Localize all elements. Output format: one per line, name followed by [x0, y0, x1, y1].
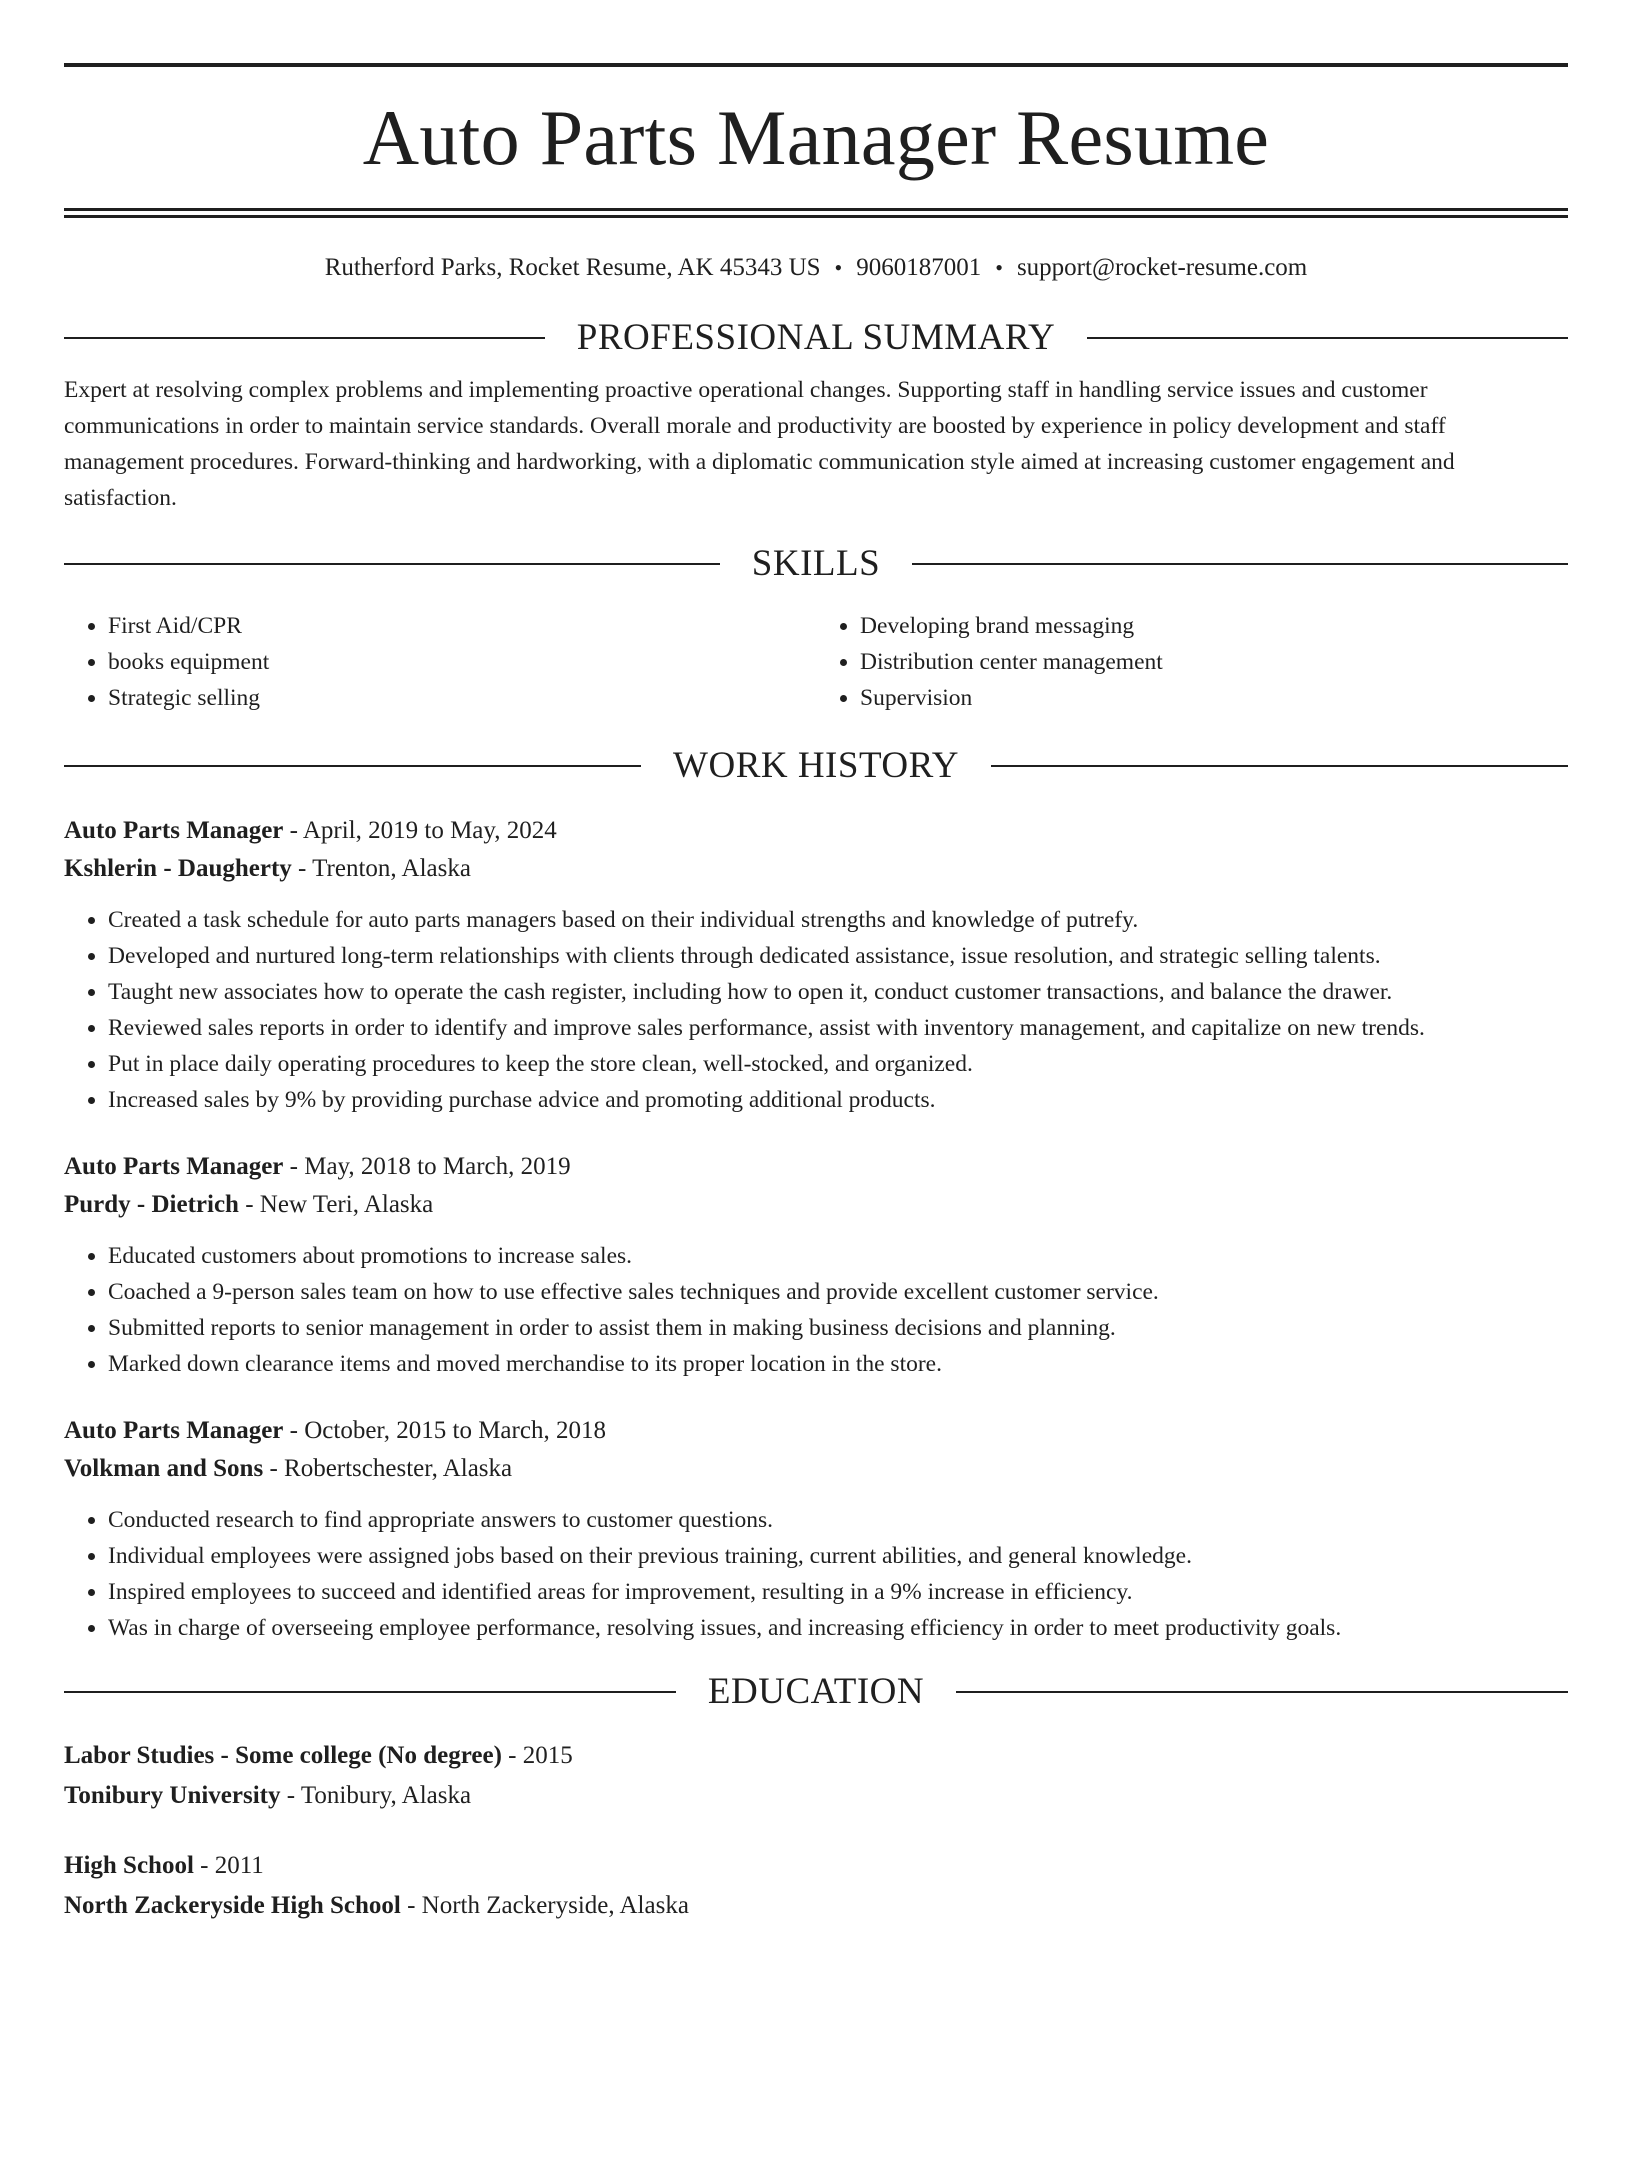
job-bullet: • Educated customers about promotions to increase sales. — [108, 1238, 1568, 1274]
job-bullet: • Increased sales by 9% by providing purchase advice and promoting additional products. — [108, 1082, 1568, 1118]
section-rule-left — [64, 563, 720, 565]
education-entry — [64, 1736, 1568, 1816]
education-degree-line — [64, 1736, 1568, 1776]
contact-address: Rutherford Parks, Rocket Resume, AK 45343 US — [324, 254, 821, 281]
skills-column-left — [64, 608, 816, 716]
dash: - — [291, 855, 313, 882]
title-double-rule — [64, 208, 1568, 218]
resume-page — [0, 63, 1632, 2175]
job-dates: April, 2019 to May, 2024 — [302, 817, 557, 844]
section-rule-left — [64, 1691, 676, 1693]
job-bullet: • Reviewed sales reports in order to identify and improve sales performance, assist with inventory management, and capitalize on new trends. — [108, 1010, 1568, 1046]
education-list — [64, 1736, 1568, 1926]
job-location: Robertschester, Alaska — [284, 1455, 513, 1482]
job-company: Volkman and Sons — [64, 1455, 264, 1482]
education-year: 2015 — [522, 1742, 573, 1769]
job-bullet: • Created a task schedule for auto parts managers based on their individual strengths and knowledge of putrefy. — [108, 902, 1568, 938]
job-bullet: • Put in place daily operating procedures to keep the store clean, well-stocked, and organized. — [108, 1046, 1568, 1082]
job-title-line — [64, 1412, 1568, 1450]
job-company: Kshlerin - Daugherty — [64, 855, 292, 882]
job-dates: May, 2018 to March, 2019 — [304, 1153, 571, 1180]
section-header-work — [64, 742, 1568, 790]
education-degree: High School — [64, 1852, 194, 1879]
job-company: Purdy - Dietrich — [64, 1191, 239, 1218]
skill-item: • Developing brand messaging — [860, 608, 1568, 644]
contact-line — [64, 252, 1568, 284]
dash: - — [280, 1782, 301, 1809]
skills-list — [64, 608, 1568, 716]
job-bullets — [64, 1502, 1568, 1646]
job-entry — [64, 812, 1568, 1118]
dash: - — [238, 1191, 260, 1218]
job-company-line — [64, 1186, 1568, 1224]
section-rule-right — [991, 765, 1568, 767]
page-title: Auto Parts Manager Resume — [362, 94, 1270, 181]
job-bullets — [64, 902, 1568, 1118]
job-bullet: • Submitted reports to senior management in order to assist them in making business decisions and planning. — [108, 1310, 1568, 1346]
section-header-summary — [64, 314, 1568, 362]
dash: - — [283, 817, 303, 844]
section-rule-right — [956, 1691, 1568, 1693]
dash: - — [400, 1892, 422, 1919]
section-rule-right — [1087, 337, 1568, 339]
job-bullet: • Was in charge of overseeing employee performance, resolving issues, and increasing efficiency in order to meet productivity goals. — [108, 1610, 1568, 1646]
summary-text: Expert at resolving complex problems and implementing proactive operational changes. Supporting staff in handling service issues and customer communications in order to maintain service standards. Overall morale and productivity are boosted by experience in policy development and staff management procedures. Forward-thinking and hardworking, with a diplomatic communication style aimed at increasing customer engagement and satisfaction. — [64, 377, 1455, 511]
job-bullet: • Developed and nurtured long-term relationships with clients through dedicated assistance, issue resolution, and strategic selling talents. — [108, 938, 1568, 974]
contact-email: support@rocket-resume.com — [1016, 254, 1308, 281]
contact-phone: 9060187001 — [856, 254, 982, 281]
skill-item: • Supervision — [860, 680, 1568, 716]
job-bullets — [64, 1238, 1568, 1382]
job-dates: October, 2015 to March, 2018 — [304, 1417, 606, 1444]
education-degree-line — [64, 1846, 1568, 1886]
job-location: Trenton, Alaska — [312, 855, 471, 882]
job-company-line — [64, 850, 1568, 888]
job-title-line — [64, 1148, 1568, 1186]
education-school-line — [64, 1776, 1568, 1816]
section-header-skills — [64, 540, 1568, 588]
job-company-line — [64, 1450, 1568, 1488]
education-location: North Zackeryside, Alaska — [421, 1892, 689, 1919]
dash: - — [263, 1455, 285, 1482]
education-entry — [64, 1846, 1568, 1926]
job-bullet: • Marked down clearance items and moved merchandise to its proper location in the store. — [108, 1346, 1568, 1382]
job-bullet: • Taught new associates how to operate the cash register, including how to open it, conduct customer transactions, and balance the drawer. — [108, 974, 1568, 1010]
job-location: New Teri, Alaska — [259, 1191, 434, 1218]
skill-item: • Distribution center management — [860, 644, 1568, 680]
job-entry — [64, 1412, 1568, 1646]
job-title-line — [64, 812, 1568, 850]
section-rule-left — [64, 765, 641, 767]
education-school-line — [64, 1886, 1568, 1926]
job-bullet: • Conducted research to find appropriate answers to customer questions. — [108, 1502, 1568, 1538]
job-bullet: • Coached a 9-person sales team on how to use effective sales techniques and provide excellent customer service. — [108, 1274, 1568, 1310]
education-school: Tonibury University — [64, 1782, 281, 1809]
education-year: 2011 — [214, 1852, 264, 1879]
dash: - — [283, 1153, 305, 1180]
skill-item: • Strategic selling — [108, 680, 816, 716]
dash: - — [283, 1417, 305, 1444]
dash: - — [193, 1852, 215, 1879]
contact-separator: • — [834, 255, 843, 280]
job-title: Auto Parts Manager — [64, 1153, 284, 1180]
section-header-education — [64, 1668, 1568, 1716]
section-title-summary: PROFESSIONAL SUMMARY — [576, 317, 1056, 358]
skill-item: • books equipment — [108, 644, 816, 680]
dash: - — [501, 1742, 523, 1769]
section-title-work: WORK HISTORY — [673, 745, 959, 786]
job-bullet: • Inspired employees to succeed and identified areas for improvement, resulting in a 9% increase in efficiency. — [108, 1574, 1568, 1610]
education-location: Tonibury, Alaska — [300, 1782, 472, 1809]
section-rule-right — [912, 563, 1568, 565]
contact-separator: • — [995, 255, 1003, 280]
skills-column-right — [816, 608, 1568, 716]
education-degree: Labor Studies - Some college (No degree) — [64, 1742, 502, 1769]
job-entry — [64, 1148, 1568, 1382]
section-rule-left — [64, 337, 545, 339]
job-title: Auto Parts Manager — [64, 817, 284, 844]
education-school: North Zackeryside High School — [64, 1892, 401, 1919]
section-title-education: EDUCATION — [707, 1671, 925, 1712]
job-title: Auto Parts Manager — [64, 1417, 284, 1444]
job-bullet: • Individual employees were assigned jobs based on their previous training, current abilities, and general knowledge. — [108, 1538, 1568, 1574]
section-title-skills: SKILLS — [751, 543, 881, 584]
skill-item: • First Aid/CPR — [108, 608, 816, 644]
